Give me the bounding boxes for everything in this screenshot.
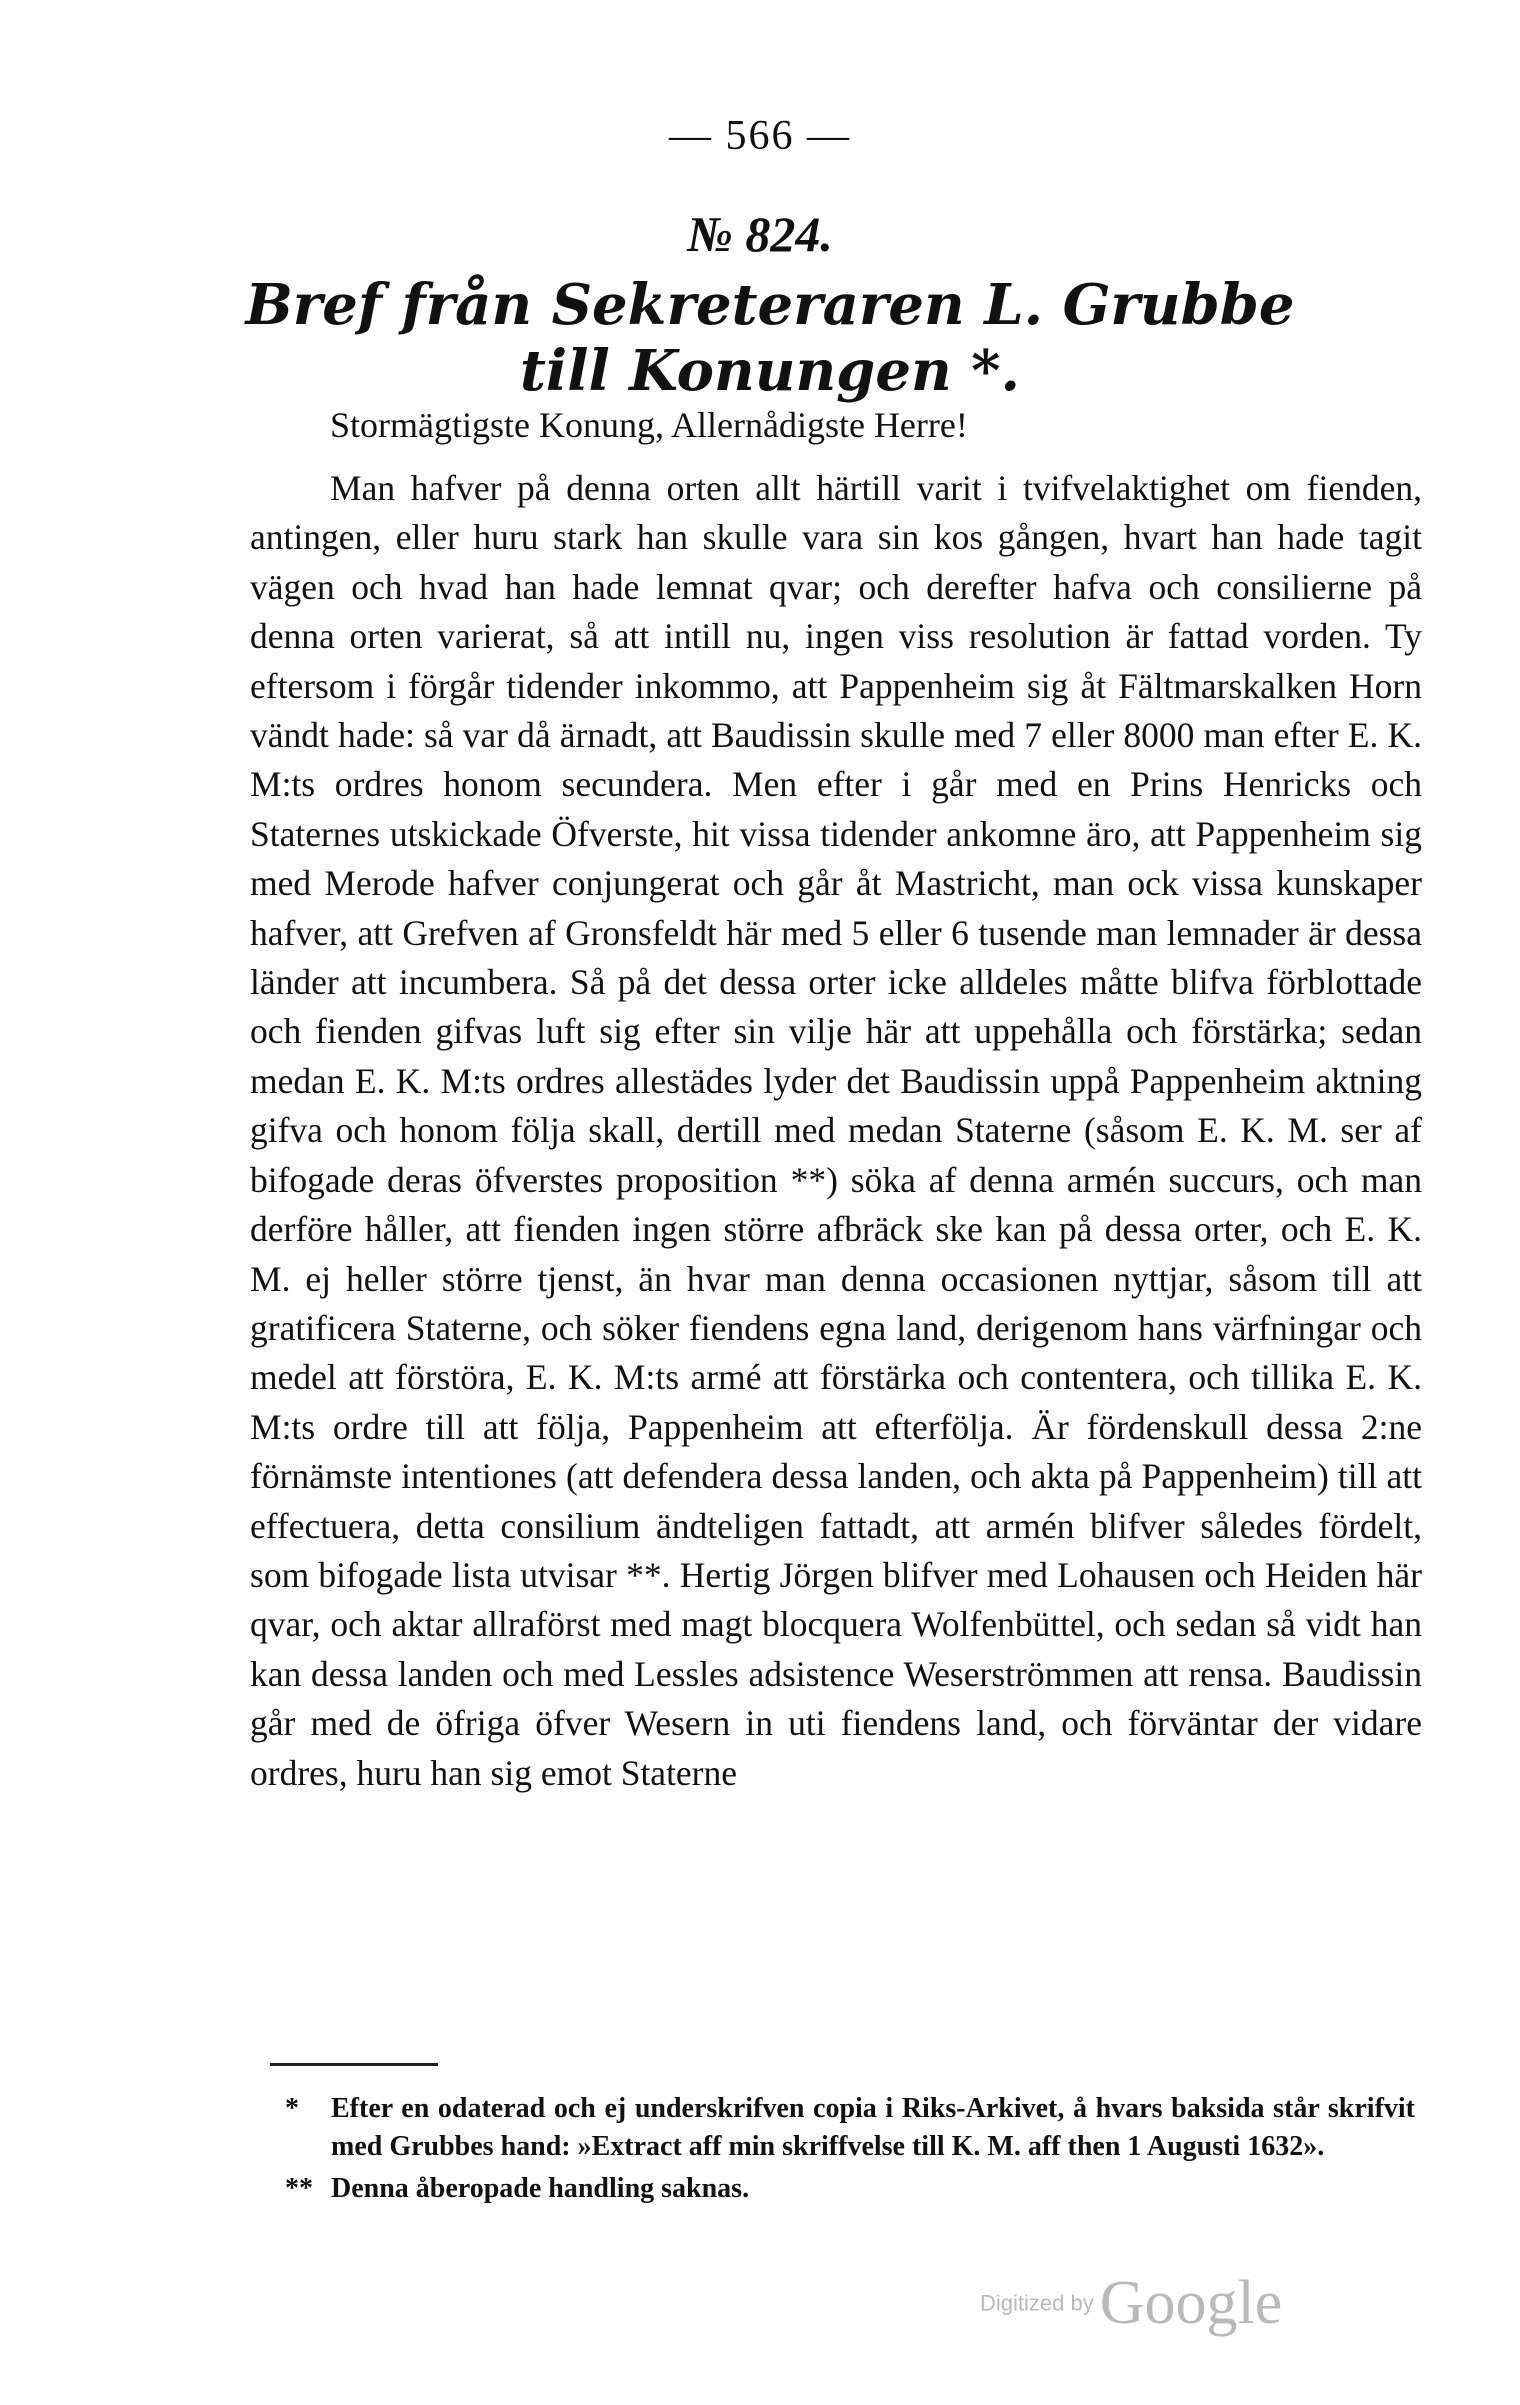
footnote-1: [285, 2090, 1415, 2166]
digitized-watermark: [980, 2268, 1282, 2339]
letter-title: [200, 272, 1340, 404]
footnote-2-mark: **: [285, 2173, 313, 2204]
footnote-2-text: Denna åberopade handling saknas.: [331, 2173, 750, 2204]
google-logo: Google: [1099, 2269, 1283, 2337]
footnote-1-mark: *: [285, 2093, 299, 2124]
salutation: Stormägtigste Konung, Allernådigste Herre!: [330, 405, 968, 445]
footnote-divider: [270, 2063, 438, 2066]
letter-title-line-2: till Konungen *.: [520, 338, 1020, 404]
footnote-2: [285, 2170, 1415, 2208]
letter-title-line-1: Bref från Sekreteraren L. Grubbe: [245, 272, 1295, 338]
letter-body: Man hafver på denna orten allt härtill varit i tvifvelaktighet om fienden, antingen, eller huru stark han skulle vara sin kos gången, hvart han hade tagit vägen och hvad han hade lemnat qvar; och derefter hafva och consilierne på denna orten varierat, så att intill nu, ingen viss resolution är fattad vorden. Ty eftersom i förgår tidender inkommo, att Pappenheim sig åt Fältmarskalken Horn vändt hade: så var då ärnadt, att Baudissin skulle med 7 eller 8000 man efter E. K. M:ts ordres honom secundera. Men efter i går med en Prins Henricks och Staternes utskickade Öfverste, hit vissa tidender ankomne äro, att Pappenheim sig med Merode hafver conjungerat och går åt Mastricht, man ock vissa kunskaper hafver, att Grefven af Gronsfeldt här med 5 eller 6 tusende man lemnader är dessa länder att incumbera. Så på det dessa orter icke alldeles måtte blifva förblottade och fienden gifvas luft sig efter sin vilje här att uppehålla och förstärka; sedan medan E. K. M:ts ordres allestädes lyder det Baudissin uppå Pappenheim aktning gifva och honom följa skall, dertill med medan Staterne (såsom E. K. M. ser af bifogade deras öfverstes proposition **) söka af denna armén succurs, och man derföre håller, att fienden ingen större afbräck ske kan på dessa orter, och E. K. M. ej heller större tjenst, än hvar man denna occasionen nyttjar, såsom till att gratificera Staterne, och söker fiendens egna land, derigenom hans värfningar och medel att förstöra, E. K. M:ts armé att förstärka och contentera, och tillika E. K. M:ts ordre till att följa, Pappenheim att efterfölja. Är fördenskull dessa 2:ne förnämste intentiones (att defendera dessa landen, och akta på Pappenheim) till att effectuera, detta consilium ändteligen fattadt, att armén blifver således fördelt, som bifogade lista utvisar **. Hertig Jörgen blifver med Lohausen och Heiden här qvar, och aktar allraförst med magt blocquera Wolfenbüttel, och sedan så vidt han kan dessa landen och med Lessles adsistence Weserströmmen att rensa. Baudissin går med de öfriga öfver Wesern in uti fiendens land, och förväntar der vidare ordres, huru han sig emot Staterne: [250, 468, 1422, 1793]
page-number: — 566 —: [669, 113, 851, 159]
footnote-1-text: Efter en odaterad och ej underskrifven copia i Riks-Arkivet, å hvars baksida står skrifvit med Grubbes hand: »Extract aff min skriffvelse till K. M. aff then 1 Augusti 1632».: [331, 2093, 1415, 2162]
footnotes: [285, 2090, 1415, 2212]
document-number: № 824.: [687, 206, 833, 262]
watermark-prefix: Digitized by: [980, 2290, 1094, 2316]
